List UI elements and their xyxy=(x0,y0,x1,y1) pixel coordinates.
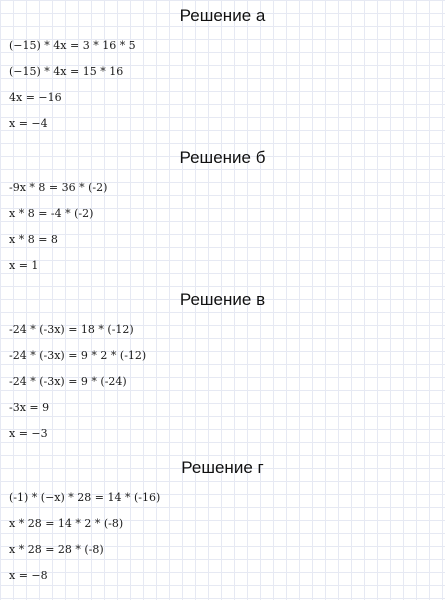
equation-line: (−15) * 4x = 15 * 16 xyxy=(9,65,124,78)
equation-line: -24 * (-3x) = 18 * (-12) xyxy=(9,323,134,336)
equation-line: x = 1 xyxy=(9,259,39,272)
equation-line: x = −8 xyxy=(9,569,48,582)
equation-line: -24 * (-3x) = 9 * 2 * (-12) xyxy=(9,349,147,362)
section-title-g: Решение г xyxy=(181,458,264,477)
equation-line: (−15) * 4x = 3 * 16 * 5 xyxy=(9,39,136,52)
equation-line: x * 28 = 14 * 2 * (-8) xyxy=(9,517,124,530)
equation-line: x = −3 xyxy=(9,427,48,440)
equation-line: -24 * (-3x) = 9 * (-24) xyxy=(9,375,127,388)
section-title-a: Решение а xyxy=(179,6,266,25)
equation-line: x * 8 = -4 * (-2) xyxy=(9,207,94,220)
equation-line: -9x * 8 = 36 * (-2) xyxy=(9,181,108,194)
section-title-v: Решение в xyxy=(179,290,266,309)
equation-line: 4x = −16 xyxy=(9,91,62,104)
equation-line: x * 28 = 28 * (-8) xyxy=(9,543,104,556)
equation-line: (-1) * (−x) * 28 = 14 * (-16) xyxy=(9,491,161,504)
equation-line: x * 8 = 8 xyxy=(9,233,58,246)
equation-line: -3x = 9 xyxy=(9,401,50,414)
equation-line: x = −4 xyxy=(9,117,48,130)
section-title-b: Решение б xyxy=(179,148,266,167)
